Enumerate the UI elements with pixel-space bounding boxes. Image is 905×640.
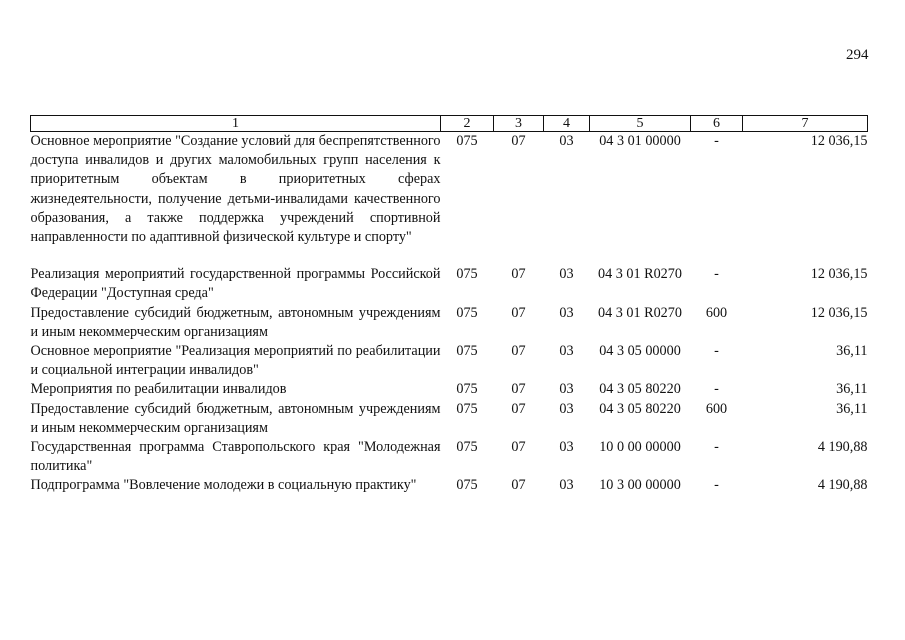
row-amount: 12 036,15 xyxy=(810,133,868,149)
row-target-article: 04 3 05 80220 xyxy=(599,381,681,398)
row-amount: 12 036,15 xyxy=(810,304,868,321)
row-target-article: 04 3 01 00000 xyxy=(599,133,681,149)
row-ministry-code: 075 xyxy=(456,304,478,321)
column-header-1: 1 xyxy=(31,116,441,132)
row-subsection-code: 03 xyxy=(559,381,574,398)
row-section-code: 07 xyxy=(511,304,526,321)
row-expense-type: 600 xyxy=(705,400,728,417)
row-ministry-code: 075 xyxy=(456,266,478,283)
row-section-code: 07 xyxy=(511,266,526,283)
row-subsection-code: 03 xyxy=(559,133,574,149)
row-amount: 12 036,15 xyxy=(810,266,868,283)
table-row xyxy=(31,380,868,399)
row-expense-type: - xyxy=(714,439,719,456)
column-header-2: 2 xyxy=(441,116,494,132)
row-target-article: 04 3 05 00000 xyxy=(599,343,681,360)
column-header-6: 6 xyxy=(691,116,743,132)
row-name: Основное мероприятие "Реализация мероприятий по реабилитации и социальной интеграции инвалидов" xyxy=(30,343,441,379)
row-section-code: 07 xyxy=(511,133,526,149)
row-expense-type: - xyxy=(714,133,719,149)
row-name: Мероприятия по реабилитации инвалидов xyxy=(30,381,287,398)
row-target-article: 04 3 05 80220 xyxy=(599,400,681,417)
row-ministry-code: 075 xyxy=(456,400,478,417)
row-expense-type: 600 xyxy=(705,304,728,321)
row-expense-type: - xyxy=(714,266,719,283)
table-row xyxy=(31,342,868,380)
column-header-4: 4 xyxy=(544,116,590,132)
row-subsection-code: 03 xyxy=(559,400,574,417)
header-row xyxy=(31,116,868,132)
table-row xyxy=(31,400,868,438)
row-expense-type: - xyxy=(714,381,719,398)
column-header-3: 3 xyxy=(494,116,544,132)
row-target-article: 04 3 01 R0270 xyxy=(598,266,682,283)
row-name: Подпрограмма "Вовлечение молодежи в социальную практику" xyxy=(30,477,417,494)
row-ministry-code: 075 xyxy=(456,477,478,494)
row-section-code: 07 xyxy=(511,400,526,417)
column-header-5: 5 xyxy=(590,116,691,132)
row-ministry-code: 075 xyxy=(456,133,478,149)
row-subsection-code: 03 xyxy=(559,477,574,494)
budget-table xyxy=(30,115,868,496)
table-row xyxy=(31,265,868,303)
row-subsection-code: 03 xyxy=(559,343,574,360)
row-amount: 4 190,88 xyxy=(817,439,868,456)
row-subsection-code: 03 xyxy=(559,304,574,321)
row-name: Предоставление субсидий бюджетным, автономным учреждениям и иным некоммерческим организациям xyxy=(30,304,441,340)
row-name: Основное мероприятие "Создание условий для беспрепятственного доступа инвалидов и других маломобильных групп населения к приоритетным объектам в приоритетных сферах жизнедеятельности, получение детьми-инвалидами качественного образования, а также поддержка учреждений спортивной направленности по адаптивной физической культуре и спорту" xyxy=(30,133,441,246)
row-ministry-code: 075 xyxy=(456,381,478,398)
row-name: Государственная программа Ставропольского края "Молодежная политика" xyxy=(30,439,441,475)
table-row xyxy=(31,438,868,476)
table-row xyxy=(31,304,868,342)
column-header-7: 7 xyxy=(743,116,868,132)
table-row xyxy=(31,132,868,266)
row-target-article: 10 0 00 00000 xyxy=(599,439,681,456)
row-name: Реализация мероприятий государственной программы Российской Федерации "Доступная среда" xyxy=(30,266,441,302)
row-name: Предоставление субсидий бюджетным, автономным учреждениям и иным некоммерческим организациям xyxy=(30,400,441,436)
row-ministry-code: 075 xyxy=(456,439,478,456)
row-amount: 36,11 xyxy=(836,343,868,360)
row-subsection-code: 03 xyxy=(559,266,574,283)
row-subsection-code: 03 xyxy=(559,439,574,456)
row-expense-type: - xyxy=(714,477,719,494)
row-expense-type: - xyxy=(714,343,719,360)
table-row xyxy=(31,476,868,495)
row-section-code: 07 xyxy=(511,343,526,360)
row-target-article: 04 3 01 R0270 xyxy=(598,304,682,321)
row-amount: 36,11 xyxy=(836,381,868,398)
row-amount: 4 190,88 xyxy=(817,477,868,494)
page-number: 294 xyxy=(846,47,869,63)
row-ministry-code: 075 xyxy=(456,343,478,360)
row-section-code: 07 xyxy=(511,477,526,494)
row-section-code: 07 xyxy=(511,381,526,398)
row-target-article: 10 3 00 00000 xyxy=(599,477,681,494)
row-amount: 36,11 xyxy=(836,400,868,417)
row-section-code: 07 xyxy=(511,439,526,456)
